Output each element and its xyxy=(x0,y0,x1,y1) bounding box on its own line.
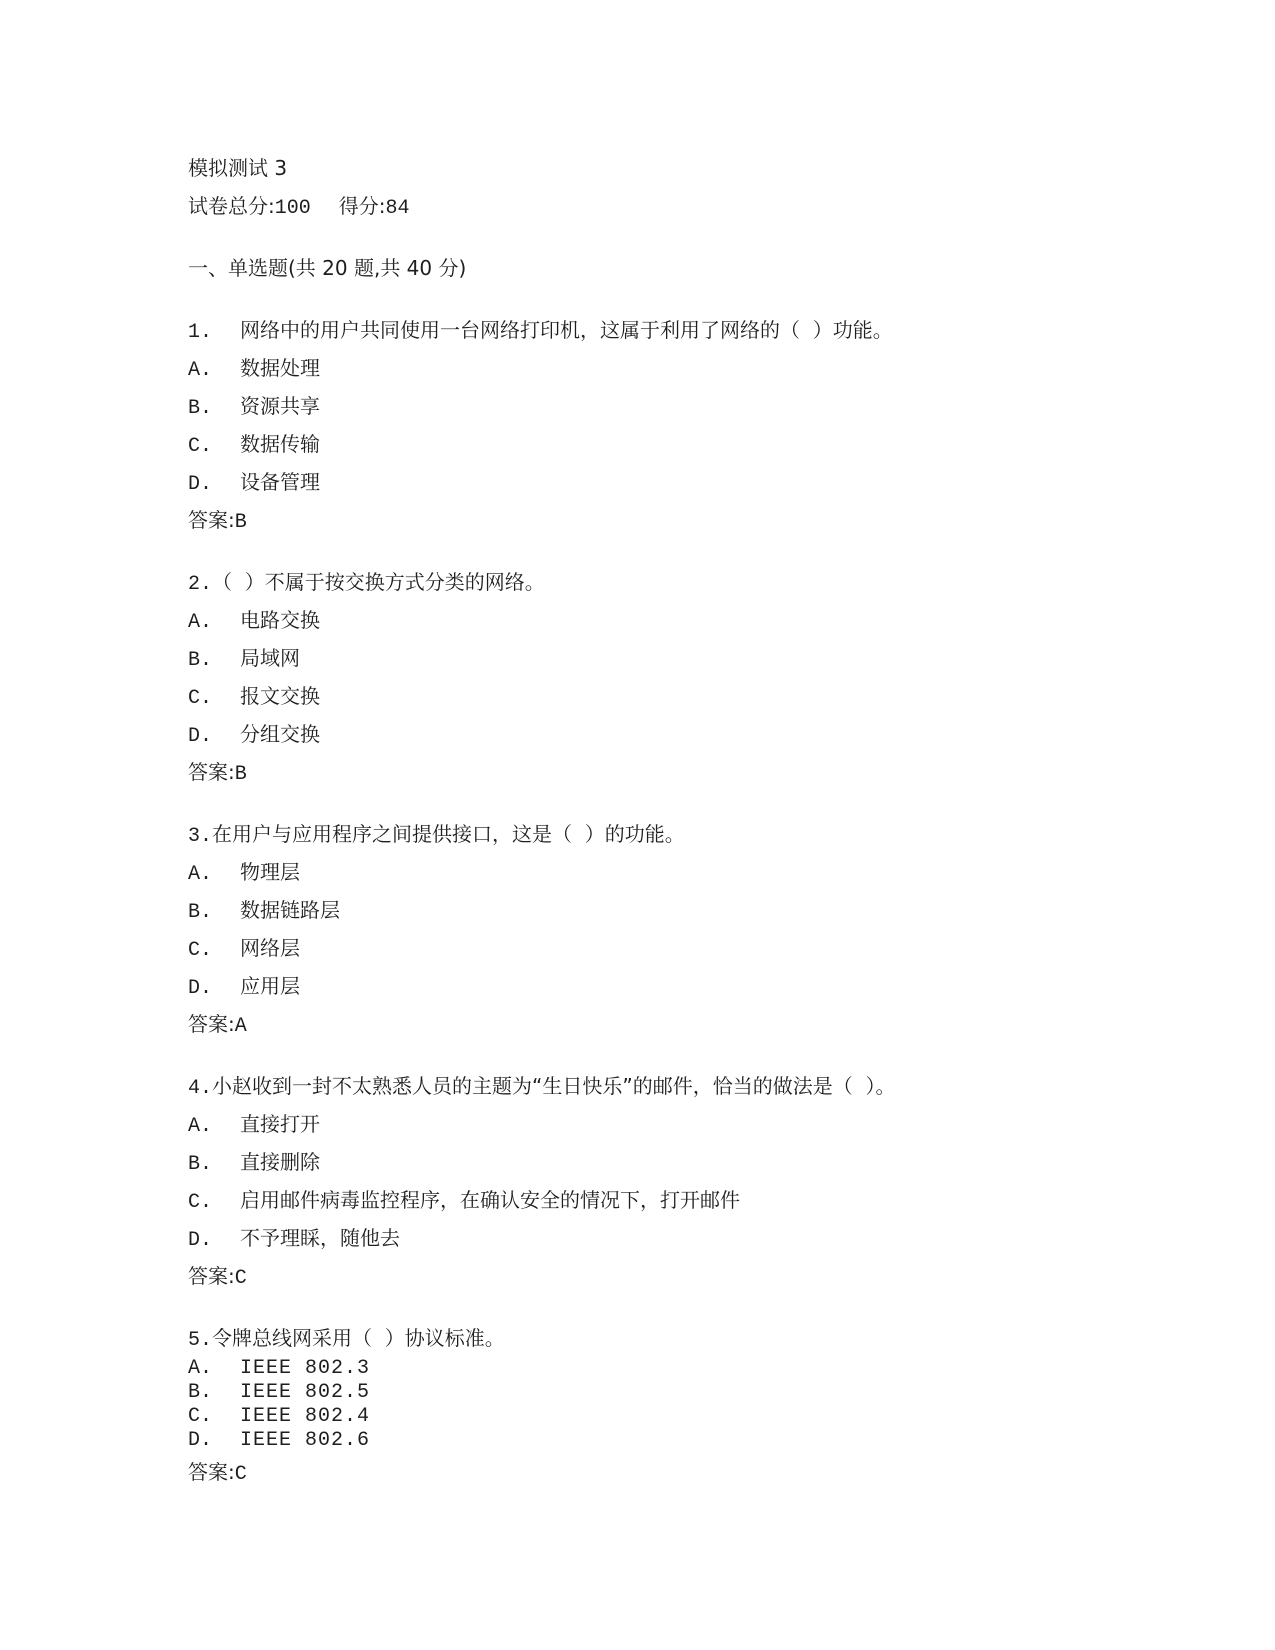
option-item xyxy=(188,897,1188,923)
option-item xyxy=(188,721,1188,747)
question-number: 3. xyxy=(188,825,213,848)
option-text: 设备管理 xyxy=(240,470,320,494)
answer-label: 答案: xyxy=(188,1460,235,1484)
answer-value: C xyxy=(234,1267,247,1290)
section-heading xyxy=(188,255,1188,281)
question-stem xyxy=(188,821,1188,847)
question-number: 2. xyxy=(188,573,213,596)
answer-line xyxy=(188,1263,1188,1289)
option-letter: C. xyxy=(188,939,213,962)
option-letter: C. xyxy=(188,1405,213,1428)
option-text: 数据传输 xyxy=(240,432,320,456)
option-item xyxy=(188,645,1188,671)
option-letter: A. xyxy=(188,863,213,886)
option-letter: A. xyxy=(188,1357,213,1380)
option-item xyxy=(188,1225,1188,1251)
answer-label: 答案: xyxy=(188,508,235,532)
option-letter: B. xyxy=(188,901,213,924)
question-block xyxy=(188,1073,1188,1289)
option-item xyxy=(188,1149,1188,1175)
option-item xyxy=(188,1111,1188,1137)
question-stem xyxy=(188,569,1188,595)
option-text: IEEE 802.6 xyxy=(240,1429,371,1452)
exam-title-text: 模拟测试 3 xyxy=(188,156,288,180)
option-text: 启用邮件病毒监控程序，在确认安全的情况下，打开邮件 xyxy=(240,1188,740,1212)
option-item xyxy=(188,355,1188,381)
score-summary xyxy=(188,193,1188,219)
option-letter: B. xyxy=(188,1153,213,1176)
option-letter: A. xyxy=(188,359,213,382)
question-stem xyxy=(188,317,1188,343)
option-item xyxy=(188,431,1188,457)
option-text: 物理层 xyxy=(240,860,300,884)
option-letter: A. xyxy=(188,1115,213,1138)
option-letter: C. xyxy=(188,1191,213,1214)
option-letter: D. xyxy=(188,977,213,1000)
option-item xyxy=(188,393,1188,419)
question-block xyxy=(188,569,1188,785)
answer-value: A xyxy=(234,1015,247,1038)
option-letter: D. xyxy=(188,1229,213,1252)
option-text: 局域网 xyxy=(240,646,300,670)
question-text: （ ）不属于按交换方式分类的网络。 xyxy=(212,570,545,594)
option-letter: B. xyxy=(188,1381,213,1404)
option-text: 不予理睬，随他去 xyxy=(240,1226,400,1250)
question-block xyxy=(188,821,1188,1037)
option-item xyxy=(188,1381,1188,1405)
answer-value: B xyxy=(234,511,247,534)
total-score-value: 100 xyxy=(274,197,311,220)
answer-label: 答案: xyxy=(188,760,235,784)
option-text: 报文交换 xyxy=(240,684,320,708)
option-letter: C. xyxy=(188,687,213,710)
answer-value: B xyxy=(234,763,247,786)
option-text: IEEE 802.5 xyxy=(240,1381,371,1404)
question-number: 4. xyxy=(188,1077,213,1100)
option-item xyxy=(188,607,1188,633)
option-text: 数据处理 xyxy=(240,356,320,380)
option-text: 电路交换 xyxy=(240,608,320,632)
option-letter: C. xyxy=(188,435,213,458)
answer-line xyxy=(188,1011,1188,1037)
question-block xyxy=(188,317,1188,533)
question-number: 1. xyxy=(188,321,213,344)
question-text: 令牌总线网采用（ ）协议标准。 xyxy=(212,1326,505,1350)
option-item xyxy=(188,683,1188,709)
option-text: 应用层 xyxy=(240,974,300,998)
option-letter: D. xyxy=(188,1429,213,1452)
section-heading-text: 一、单选题(共 20 题,共 40 分) xyxy=(188,256,467,280)
option-letter: A. xyxy=(188,611,213,634)
option-letter: B. xyxy=(188,397,213,420)
score-label: 得分: xyxy=(338,194,386,218)
option-item xyxy=(188,935,1188,961)
answer-line xyxy=(188,759,1188,785)
question-text: 网络中的用户共同使用一台网络打印机，这属于利用了网络的（ ）功能。 xyxy=(240,318,893,342)
answer-line xyxy=(188,507,1188,533)
score-value: 84 xyxy=(385,197,410,220)
question-text: 在用户与应用程序之间提供接口，这是（ ）的功能。 xyxy=(212,822,685,846)
option-item xyxy=(188,1187,1188,1213)
question-text: 小赵收到一封不太熟悉人员的主题为“生日快乐”的邮件，恰当的做法是（ ）。 xyxy=(212,1074,896,1098)
option-item xyxy=(188,1357,1188,1381)
question-stem xyxy=(188,1073,1188,1099)
option-text: 资源共享 xyxy=(240,394,320,418)
exam-page xyxy=(188,155,1188,1521)
option-item xyxy=(188,973,1188,999)
option-item xyxy=(188,469,1188,495)
total-score-label: 试卷总分: xyxy=(188,194,275,218)
option-letter: B. xyxy=(188,649,213,672)
option-text: 直接打开 xyxy=(240,1112,320,1136)
question-block xyxy=(188,1325,1188,1485)
option-item xyxy=(188,1429,1188,1453)
answer-line xyxy=(188,1459,1188,1485)
answer-label: 答案: xyxy=(188,1012,235,1036)
option-item xyxy=(188,859,1188,885)
option-text: 数据链路层 xyxy=(240,898,340,922)
option-text: IEEE 802.4 xyxy=(240,1405,371,1428)
option-text: 分组交换 xyxy=(240,722,320,746)
answer-value: C xyxy=(234,1463,247,1486)
option-text: 网络层 xyxy=(240,936,300,960)
option-item xyxy=(188,1405,1188,1429)
question-stem xyxy=(188,1325,1188,1351)
option-letter: D. xyxy=(188,725,213,748)
exam-title xyxy=(188,155,1188,181)
option-text: IEEE 802.3 xyxy=(240,1357,371,1380)
question-number: 5. xyxy=(188,1329,213,1352)
option-letter: D. xyxy=(188,473,213,496)
answer-label: 答案: xyxy=(188,1264,235,1288)
option-text: 直接删除 xyxy=(240,1150,320,1174)
